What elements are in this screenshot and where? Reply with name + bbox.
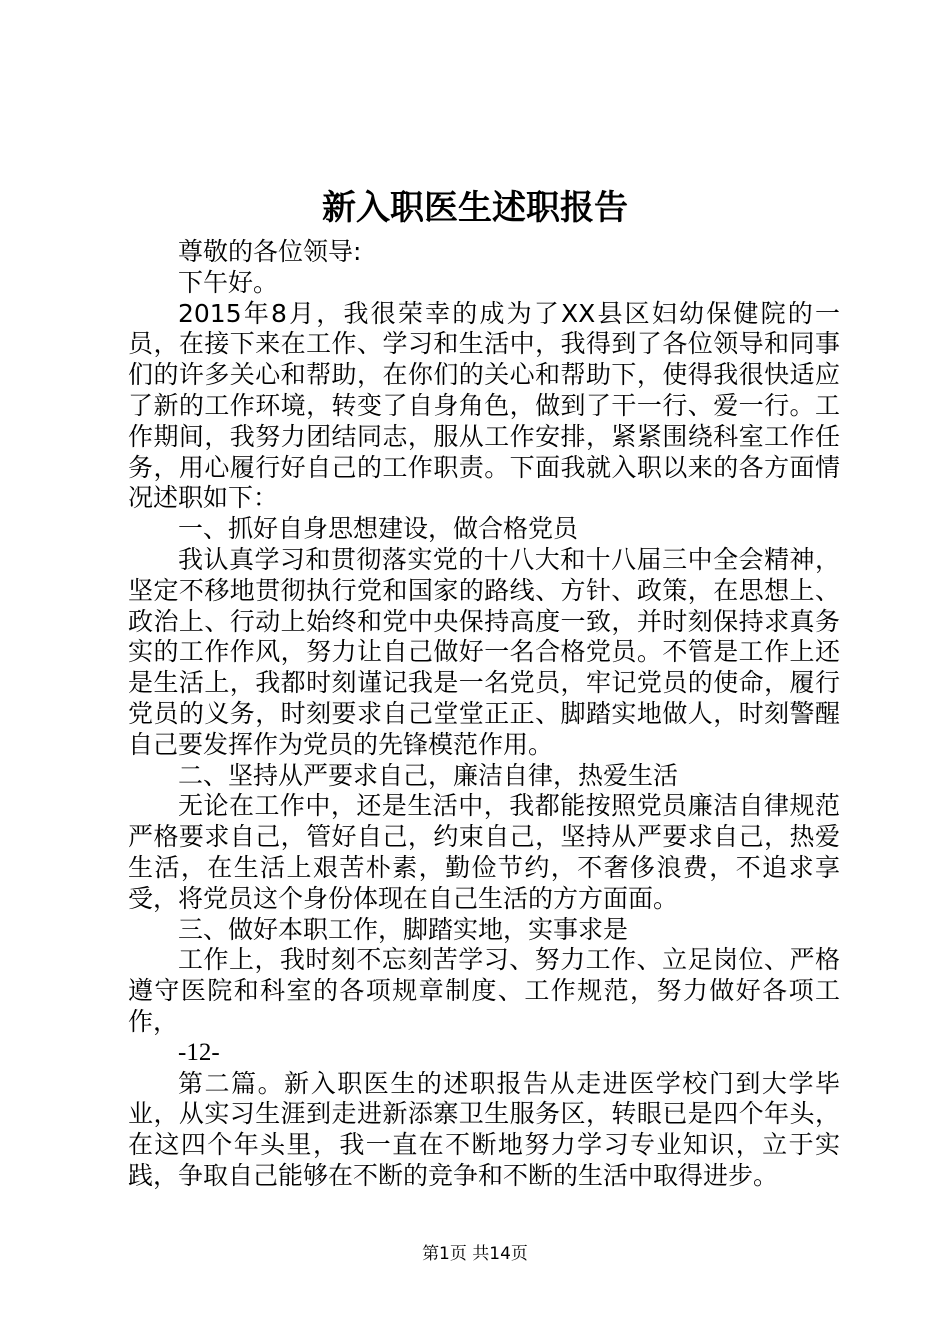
section-body-3: 工作上，我时刻不忘刻苦学习、努力工作、立足岗位、严格遵守医院和科室的各项规章制度、工作规范，努力做好各项工作， [128, 945, 840, 1036]
greeting: 下午好。 [178, 267, 279, 297]
section-heading-3: 三、做好本职工作，脚踏实地，实事求是 [178, 914, 629, 944]
intro-paragraph: 2015年8月，我很荣幸的成为了XX县区妇幼保健院的一员，在接下来在工作、学习和生活中，我得到了各位领导和同事们的许多关心和帮助，在你们的关心和帮助下，使得我很快适应了新的工作环境，转变了自身角色，做到了干一行、爱一行。工作期间，我努力团结同志，服从工作安排，紧紧围绕科室工作任务，用心履行好自己的工作职责。下面我就入职以来的各方面情况述职如下： [128, 298, 840, 513]
document-body [128, 237, 840, 1192]
page-footer: 第1页 共14页 [422, 1244, 528, 1264]
section-heading-1: 一、抓好自身思想建设，做合格党员 [178, 514, 579, 544]
section-body-2: 无论在工作中，还是生活中，我都能按照党员廉洁自律规范严格要求自己，管好自己，约束自己，坚持从严要求自己，热爱生活，在生活上艰苦朴素，勤俭节约，不奢侈浪费，不追求享受，将党员这个身份体现在自己生活的方方面面。 [128, 791, 840, 913]
page-marker: -12- [178, 1038, 220, 1066]
document-title: 新入职医生述职报告 [322, 188, 628, 228]
section-body-1: 我认真学习和贯彻落实党的十八大和十八届三中全会精神，坚定不移地贯彻执行党和国家的路线、方针、政策，在思想上、政治上、行动上始终和党中央保持高度一致，并时刻保持求真务实的工作作风，努力让自己做好一名合格党员。不管是工作上还是生活上，我都时刻谨记我是一名党员，牢记党员的使命，履行党员的义务，时刻要求自己堂堂正正、脚踏实地做人，时刻警醒自己要发挥作为党员的先锋模范作用。 [128, 544, 840, 759]
salutation: 尊敬的各位领导: [178, 237, 362, 266]
second-article-paragraph: 第二篇。新入职医生的述职报告从走进医学校门到大学毕业，从实习生涯到走进新添寨卫生服务区，转眼已是四个年头，在这四个年头里，我一直在不断地努力学习专业知识，立于实践，争取自己能够在不断的竞争和不断的生活中取得进步。 [128, 1068, 840, 1190]
section-heading-2: 二、坚持从严要求自己，廉洁自律，热爱生活 [178, 760, 679, 790]
